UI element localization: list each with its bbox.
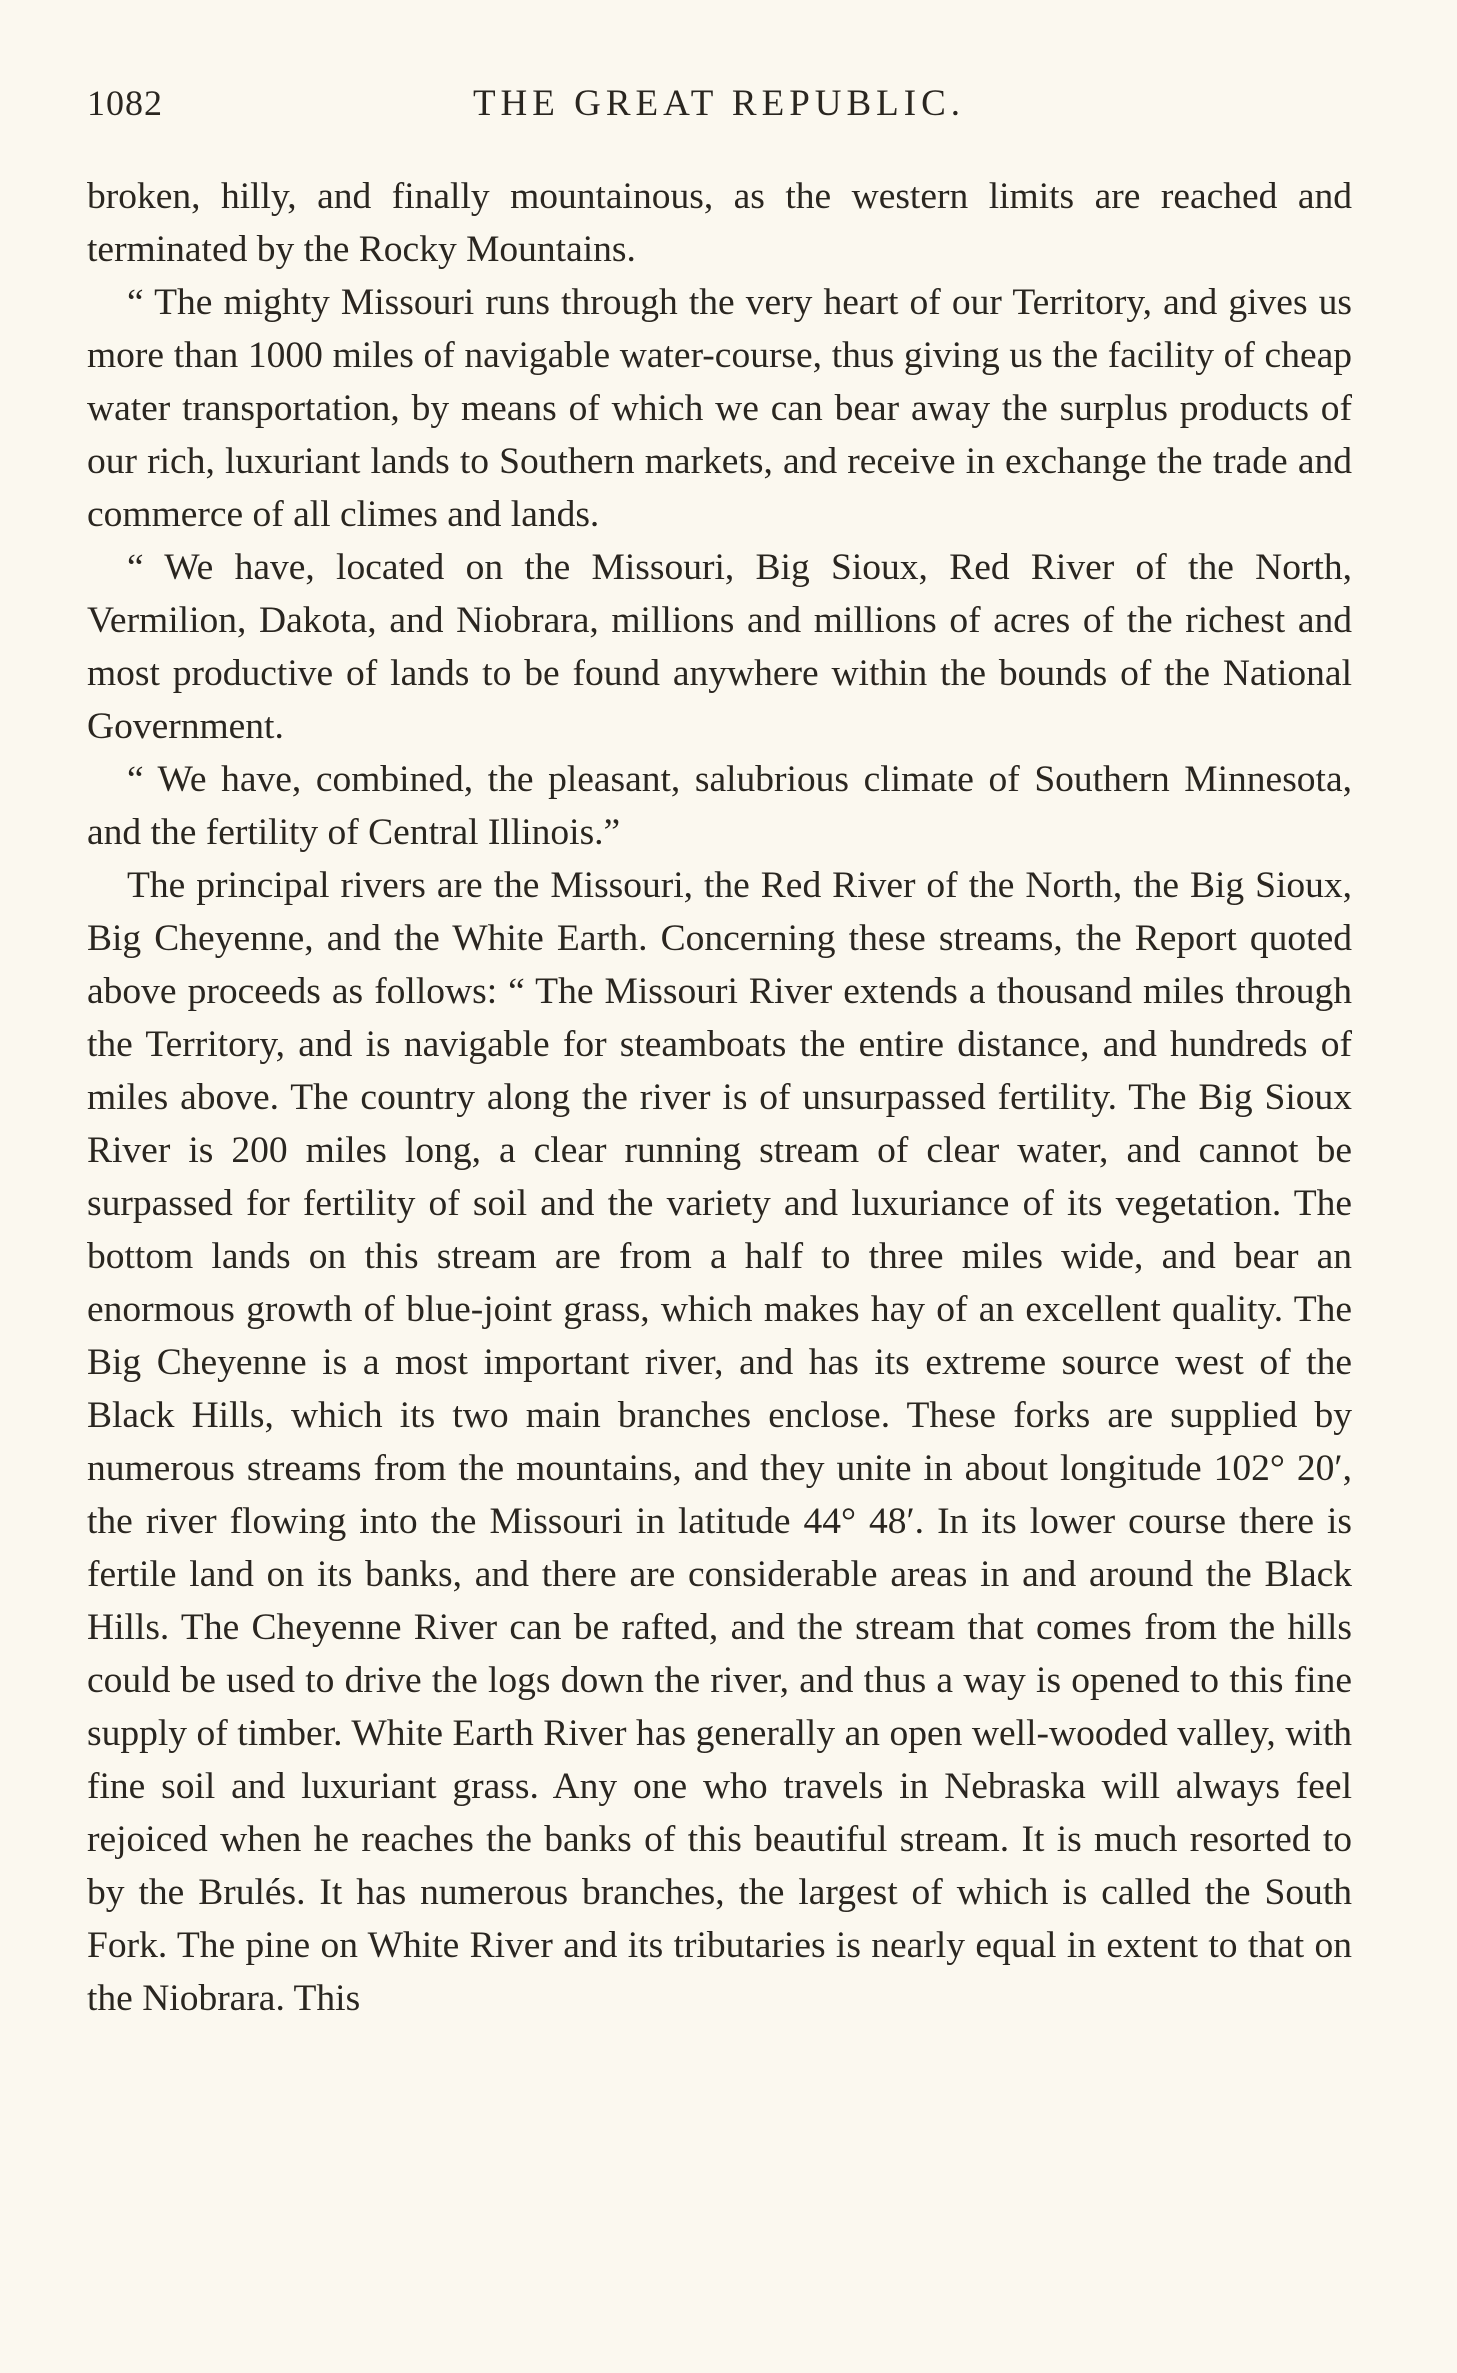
running-head — [87, 82, 1351, 138]
quoted-paragraph-missouri: “ The mighty Missouri runs through the very heart of our Territory, and gives us more than 1000 miles of navigable water-course, thus giving us the facility of cheap water transportation, by means of which we can bear away the surplus products of our rich, luxuriant lands to Southern markets, and receive in exchange the trade and commerce of all climes and lands. — [87, 282, 1352, 535]
paragraph-continuation: broken, hilly, and finally mountainous, as the western limits are reached and terminated by the Rocky Mountains. — [87, 176, 1352, 270]
page-number: 1082 — [87, 83, 163, 123]
quoted-paragraph-climate: “ We have, combined, the pleasant, salubrious climate of Southern Minnesota, and the fertility of Central Illinois.” — [87, 759, 1352, 853]
quoted-paragraph-lands: “ We have, located on the Missouri, Big Sioux, Red River of the North, Vermilion, Dakota, and Niobrara, millions and millions of acres of the richest and most productive of lands to be found anywhere within the bounds of the National Government. — [87, 547, 1352, 747]
body-text — [87, 170, 1352, 2025]
running-title: THE GREAT REPUBLIC. — [472, 83, 966, 124]
paragraph-principal-rivers: The principal rivers are the Missouri, the Red River of the North, the Big Sioux, Big Cheyenne, and the White Earth. Concerning these streams, the Report quoted above proceeds as follows: “ The Missouri River extends a thousand miles through the Territory, and is navigable for steamboats the entire distance, and hundreds of miles above. The country along the river is of unsurpassed fertility. The Big Sioux River is 200 miles long, a clear running stream of clear water, and cannot be surpassed for fertility of soil and the variety and luxuriance of its vegetation. The bottom lands on this stream are from a half to three miles wide, and bear an enormous growth of blue-joint grass, which makes hay of an excellent quality. The Big Cheyenne is a most important river, and has its extreme source west of the Black Hills, which its two main branches enclose. These forks are supplied by numerous streams from the mountains, and they unite in about longitude 102° 20′, the river flowing into the Missouri in latitude 44° 48′. In its lower course there is fertile land on its banks, and there are considerable areas in and around the Black Hills. The Cheyenne River can be rafted, and the stream that comes from the hills could be used to drive the logs down the river, and thus a way is opened to this fine supply of timber. White Earth River has generally an open well-wooded valley, with fine soil and luxuriant grass. Any one who travels in Nebraska will always feel rejoiced when he reaches the banks of this beautiful stream. It is much resorted to by the Brulés. It has numerous branches, the largest of which is called the South Fork. The pine on White River and its tributaries is nearly equal in extent to that on the Niobrara. This — [87, 865, 1352, 2019]
